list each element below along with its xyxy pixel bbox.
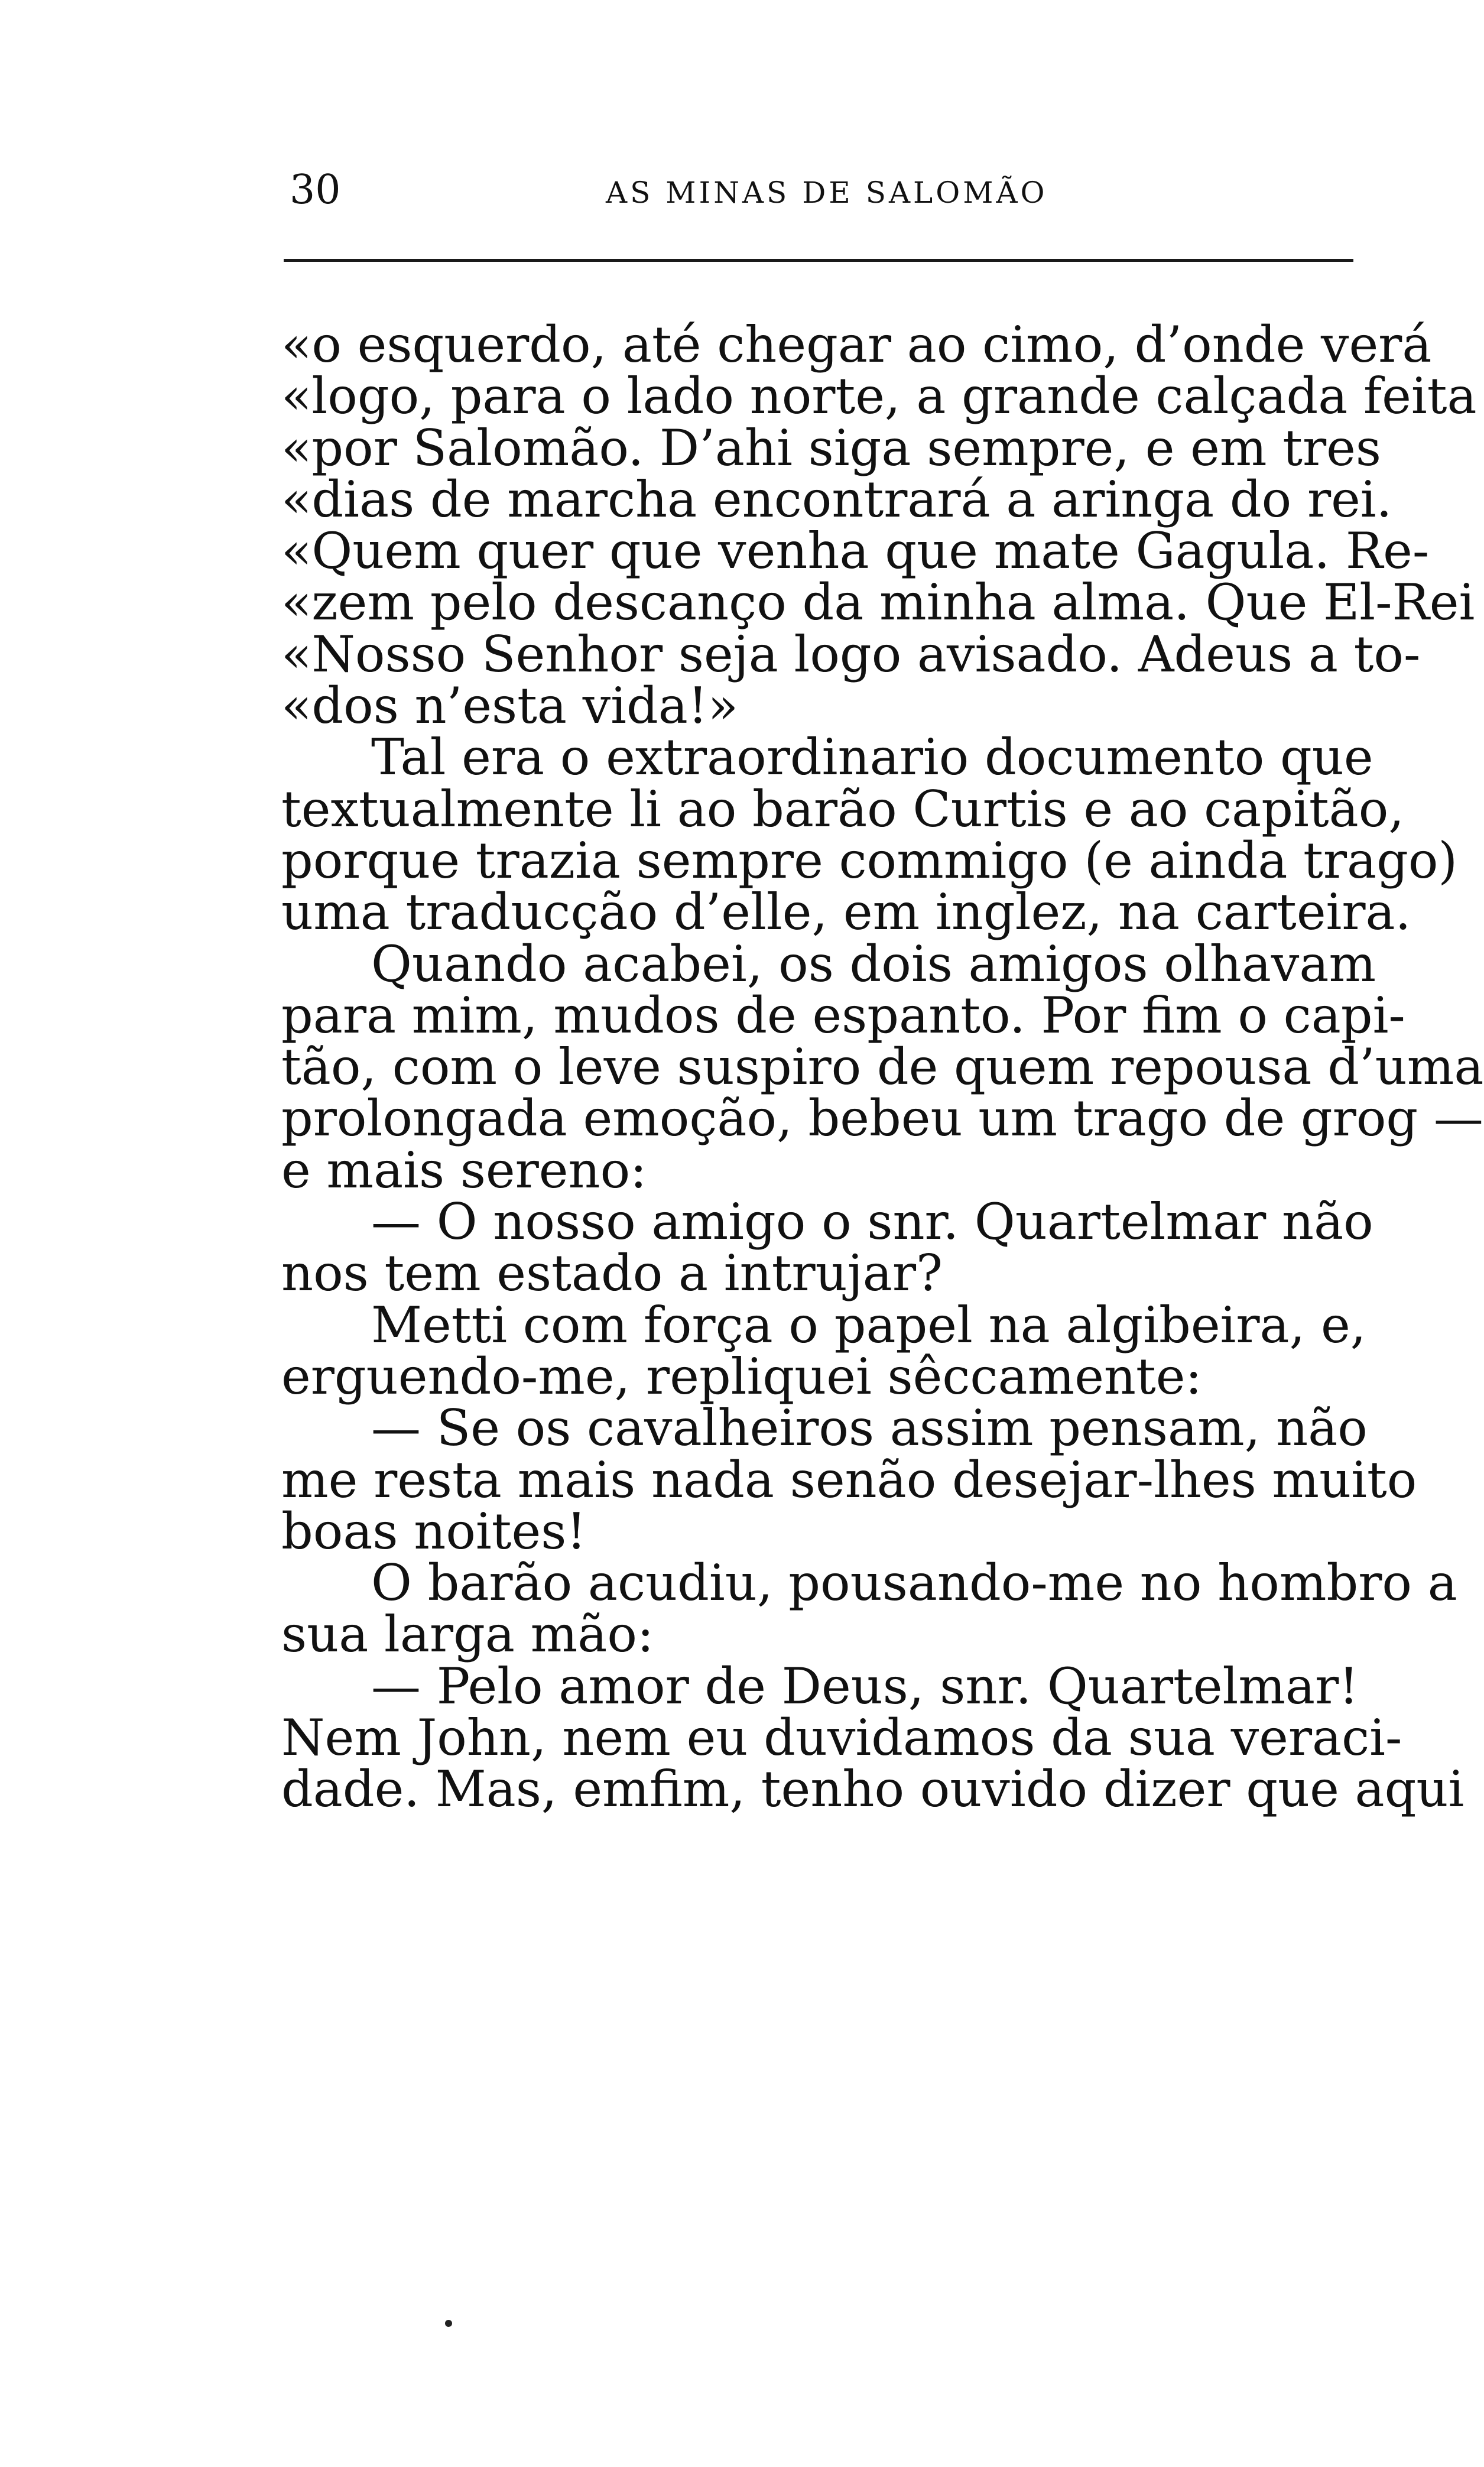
text-line: e mais sereno: bbox=[281, 1141, 647, 1199]
text-line: — Pelo amor de Deus, snr. Quartelmar! bbox=[371, 1657, 1359, 1715]
text-line: sua larga mão: bbox=[281, 1605, 654, 1664]
body-text bbox=[281, 316, 1484, 1819]
text-line: prolongada emoção, bebeu um trago de grog — bbox=[281, 1089, 1483, 1148]
text-line: porque trazia sempre commigo (e ainda trago) bbox=[281, 831, 1458, 890]
text-line: nos tem estado a intrujar? bbox=[281, 1244, 943, 1303]
page-number: 30 bbox=[290, 167, 341, 213]
text-line: boas noites! bbox=[281, 1502, 587, 1560]
ink-speck bbox=[445, 2320, 452, 2327]
text-line: O barão acudiu, pousando-me no hombro a bbox=[371, 1554, 1457, 1612]
text-line: Metti com força o papel na algibeira, e, bbox=[371, 1296, 1366, 1354]
page-header bbox=[284, 155, 1353, 226]
text-line: «Nosso Senhor seja logo avisado. Adeus a to- bbox=[281, 625, 1421, 683]
text-line: para mim, mudos de espanto. Por fim o capi- bbox=[281, 986, 1405, 1044]
text-line: «dias de marcha encontrará a aringa do rei. bbox=[281, 470, 1392, 528]
text-line: textualmente li ao barão Curtis e ao capitão, bbox=[281, 780, 1405, 838]
text-line: — Se os cavalheiros assim pensam, não bbox=[371, 1399, 1368, 1458]
text-line: — O nosso amigo o snr. Quartelmar não bbox=[371, 1193, 1373, 1251]
text-line: me resta mais nada senão desejar-lhes muito bbox=[281, 1450, 1417, 1509]
running-title: AS MINAS DE SALOMÃO bbox=[606, 176, 1048, 210]
text-line: «o esquerdo, até chegar ao cimo, d’onde verá bbox=[281, 316, 1432, 374]
text-line: «logo, para o lado norte, a grande calçada feita bbox=[281, 367, 1477, 426]
text-line: erguendo-me, repliquei sêccamente: bbox=[281, 1347, 1202, 1405]
text-line: Tal era o extraordinario documento que bbox=[371, 728, 1373, 787]
text-line: tão, com o leve suspiro de quem repousa d’uma bbox=[281, 1038, 1484, 1096]
text-line: Quando acabei, os dois amigos olhavam bbox=[371, 934, 1376, 993]
text-line: Nem John, nem eu duvidamos da sua veraci- bbox=[281, 1709, 1402, 1767]
text-line: uma traducção d’elle, em inglez, na carteira. bbox=[281, 883, 1411, 942]
text-line: «Quem quer que venha que mate Gagula. Re- bbox=[281, 522, 1430, 580]
header-rule bbox=[284, 259, 1353, 262]
text-line: «dos n’esta vida!» bbox=[281, 677, 739, 735]
text-line: «por Salomão. D’ahi siga sempre, e em tres bbox=[281, 418, 1381, 477]
text-line: «zem pelo descanço da minha alma. Que El-Rei bbox=[281, 573, 1475, 632]
text-line: dade. Mas, emfim, tenho ouvido dizer que aqui bbox=[281, 1760, 1464, 1819]
